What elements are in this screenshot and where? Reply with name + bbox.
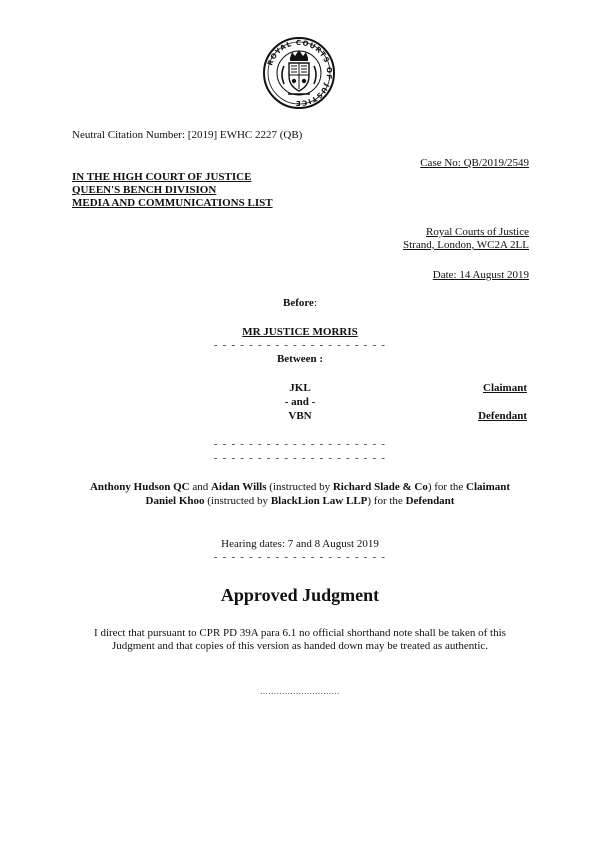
- separator-4: - - - - - - - - - - - - - - - - - - - -: [213, 551, 387, 563]
- court-line-3: MEDIA AND COMMUNICATIONS LIST: [72, 197, 273, 209]
- svg-text:ROYAL COURTS OF JUSTICE: ROYAL COURTS OF JUSTICE: [266, 38, 334, 108]
- counsel-2-solicitor: BlackLion Law LLP: [270, 495, 368, 507]
- party-defendant-name: VBN: [288, 410, 312, 422]
- party-and: - and -: [284, 396, 316, 408]
- court-line-1: IN THE HIGH COURT OF JUSTICE: [72, 171, 252, 183]
- counsel-1-name-a: Anthony Hudson QC: [89, 481, 190, 493]
- counsel-line-2: [0, 495, 600, 508]
- before-label: Before: [282, 297, 314, 309]
- seal-graphic: [262, 36, 336, 110]
- defendant-role: Defendant: [478, 410, 527, 422]
- before-colon: :: [313, 297, 317, 309]
- counsel-1-text-b: (instructed by: [266, 481, 333, 493]
- before-heading: [0, 297, 600, 310]
- court-line-2: QUEEN'S BENCH DIVISION: [72, 184, 217, 196]
- royal-seal-icon: [262, 36, 336, 110]
- case-number: Case No: QB/2019/2549: [420, 157, 529, 169]
- counsel-2-text-b: ) for the: [367, 495, 406, 507]
- end-dots: .............................: [260, 686, 340, 696]
- claimant-role: Claimant: [483, 382, 527, 394]
- document-title: Approved Judgment: [220, 585, 380, 605]
- direction-line-1: I direct that pursuant to CPR PD 39A para 6.1 no official shorthand note shall be taken of this: [94, 627, 506, 639]
- counsel-line-1: [0, 481, 600, 494]
- counsel-1-solicitor: Richard Slade & Co: [332, 481, 428, 493]
- counsel-1-text-c: ) for the: [427, 481, 467, 493]
- separator-1: - - - - - - - - - - - - - - - - - - - -: [213, 339, 387, 351]
- judge-name: MR JUSTICE MORRIS: [242, 326, 358, 338]
- counsel-1-party: Claimant: [466, 481, 511, 493]
- direction-statement: [0, 627, 600, 653]
- between-label: Between :: [276, 353, 324, 365]
- court-heading: [72, 171, 273, 210]
- party-claimant-name: JKL: [289, 382, 311, 394]
- counsel-2-party: Defendant: [405, 495, 455, 507]
- counsel-1-name-b: Aidan Wills: [210, 481, 267, 493]
- counsel-2-text-a: (instructed by: [204, 495, 271, 507]
- court-address: [403, 226, 529, 252]
- separator-2: - - - - - - - - - - - - - - - - - - - -: [213, 438, 387, 450]
- neutral-citation: Neutral Citation Number: [2019] EWHC 2227 (QB): [72, 129, 303, 141]
- counsel-2-name: Daniel Khoo: [145, 495, 205, 507]
- address-line-2: Strand, London, WC2A 2LL: [403, 239, 529, 251]
- direction-line-2: Judgment and that copies of this version as handed down may be treated as authentic.: [111, 640, 489, 652]
- separator-3: - - - - - - - - - - - - - - - - - - - -: [213, 452, 387, 464]
- hearing-dates: Hearing dates: 7 and 8 August 2019: [221, 538, 379, 550]
- judgment-date: Date: 14 August 2019: [432, 269, 529, 281]
- address-line-1: Royal Courts of Justice: [426, 226, 529, 238]
- counsel-1-text-a: and: [189, 481, 211, 493]
